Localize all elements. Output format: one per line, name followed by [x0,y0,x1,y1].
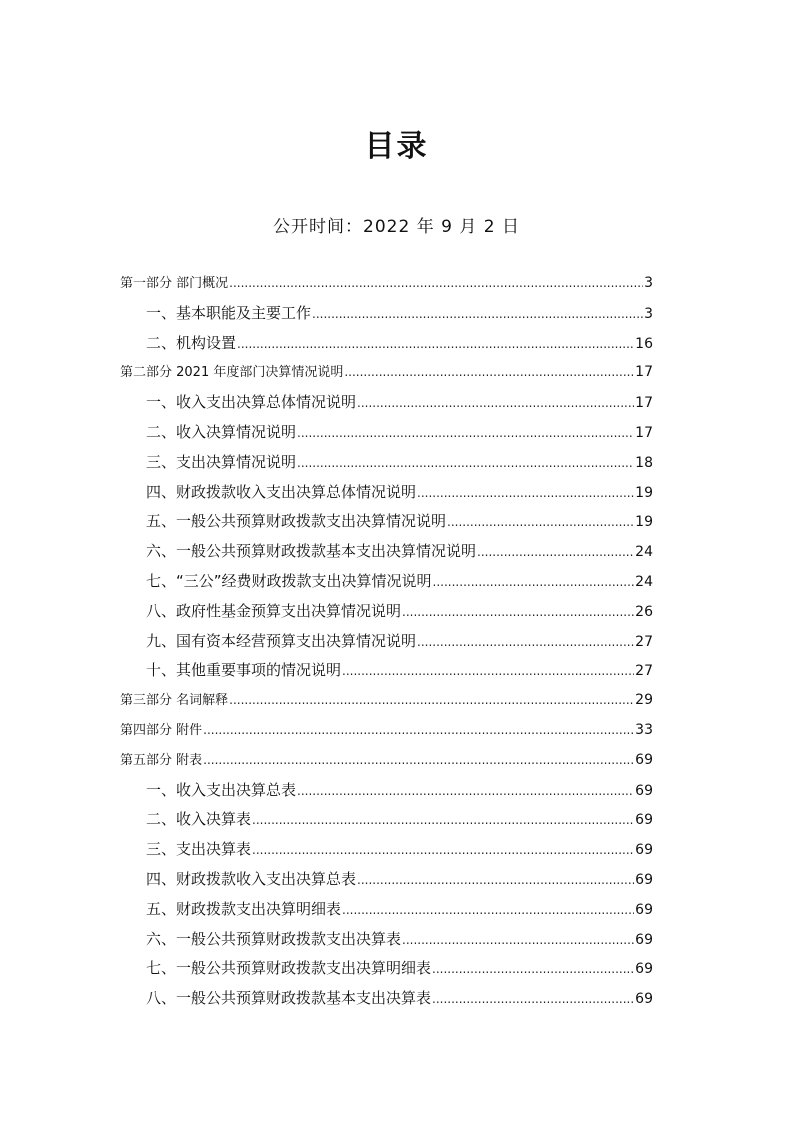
toc-entry-page-number: 69 [635,842,653,859]
toc-entry-label: 一、收入支出决算总体情况说明 [146,393,357,412]
toc-entry-page-number: 17 [635,424,653,441]
toc-dot-leader [229,276,643,290]
toc-entry-label: 五、一般公共预算财政拨款支出决算情况说明 [146,512,447,531]
toc-entry-label: 四、财政拨款收入支出决算总表 [146,869,357,888]
toc-entry-label: 二、收入决算表 [146,810,252,829]
toc-entry[interactable] [120,600,653,630]
toc-entry[interactable] [120,361,653,391]
toc-entry[interactable] [120,808,653,838]
toc-dot-leader [402,605,634,619]
toc-entry-label: 八、一般公共预算财政拨款基本支出决算表 [146,989,432,1008]
toc-entry[interactable] [120,630,653,660]
toc-entry[interactable] [120,540,653,570]
toc-dot-leader [344,365,634,379]
toc-dot-leader [203,753,634,767]
toc-entry-page-number: 69 [635,901,653,918]
toc-entry-page-number: 24 [635,573,653,590]
toc-dot-leader [417,635,634,649]
publish-date: 公开时间：2022 年 9 月 2 日 [273,217,520,237]
toc-entry-page-number: 69 [635,812,653,829]
toc-dot-leader [297,784,634,798]
toc-entry-label: 第五部分 附表 [120,752,203,768]
toc-dot-leader [252,843,634,857]
toc-entry-label: 四、财政拨款收入支出决算总体情况说明 [146,482,417,501]
toc-entry[interactable] [120,898,653,928]
toc-entry[interactable] [120,510,653,540]
toc-dot-leader [297,426,634,440]
toc-dot-leader [447,515,634,529]
toc-dot-leader [229,693,634,707]
toc-dot-leader [357,396,634,410]
toc-entry-page-number: 69 [635,871,653,888]
toc-entry[interactable] [120,451,653,481]
toc-entry[interactable] [120,391,653,421]
toc-entry[interactable] [120,749,653,779]
toc-entry[interactable] [120,838,653,868]
toc-entry-page-number: 69 [635,782,653,799]
toc-entry-page-number: 17 [635,395,653,412]
toc-dot-leader [477,545,634,559]
toc-entry-label: 第一部分 部门概况 [120,276,229,291]
toc-dot-leader [432,992,634,1006]
toc-dot-leader [342,664,634,678]
toc-dot-leader [297,456,634,470]
toc-entry-page-number: 3 [644,275,653,291]
toc-entry-page-number: 24 [635,544,653,561]
toc-entry[interactable] [120,659,653,689]
toc-entry-label: 九、国有资本经营预算支出决算情况说明 [146,631,417,650]
toc-entry-page-number: 29 [635,692,653,709]
toc-entry-page-number: 27 [635,633,653,650]
toc-entry-page-number: 19 [635,514,653,531]
toc-entry[interactable] [120,957,653,987]
toc-entry-label: 三、支出决算表 [146,840,252,859]
toc-dot-leader [342,903,634,917]
toc-entry[interactable] [120,868,653,898]
toc-entry-label: 六、一般公共预算财政拨款基本支出决算情况说明 [146,542,477,561]
toc-dot-leader [357,873,634,887]
toc-dot-leader [312,307,643,321]
toc-entry[interactable] [120,302,653,332]
toc-entry-label: 第三部分 名词解释 [120,693,229,709]
toc-entry-page-number: 18 [635,454,653,471]
toc-entry-label: 二、收入决算情况说明 [146,422,297,441]
toc-dot-leader [432,962,634,976]
toc-entry-page-number: 26 [635,603,653,620]
toc-entry-label: 六、一般公共预算财政拨款支出决算表 [146,929,402,948]
toc-entry[interactable] [120,272,653,302]
toc-entry-label: 八、政府性基金预算支出决算情况说明 [146,601,402,620]
toc-entry[interactable] [120,719,653,749]
toc-dot-leader [433,575,635,589]
toc-entry-page-number: 69 [635,991,653,1008]
toc-entry-label: 七、一般公共预算财政拨款支出决算明细表 [146,959,432,978]
toc-dot-leader [417,486,634,500]
toc-entry-label: 一、收入支出决算总表 [146,780,297,799]
toc-entry-page-number: 33 [635,721,653,738]
toc-dot-leader [252,813,634,827]
toc-entry-label: 一、基本职能及主要工作 [146,303,312,322]
page-title: 目录 [364,129,429,165]
toc-entry[interactable] [120,689,653,719]
toc-dot-leader [203,723,634,737]
toc-entry-label: 三、支出决算情况说明 [146,452,297,471]
toc-dot-leader [237,337,634,351]
toc-entry-page-number: 69 [635,931,653,948]
toc-entry-label: 七、“三公”经费财政拨款支出决算情况说明 [146,571,432,590]
toc-entry-page-number: 69 [635,961,653,978]
toc-entry[interactable] [120,481,653,511]
toc-entry-page-number: 3 [644,305,653,322]
toc-entry-page-number: 27 [635,663,653,680]
toc-entry-page-number: 17 [635,364,653,381]
table-of-contents [120,272,653,1017]
toc-entry-page-number: 19 [635,484,653,501]
toc-entry-label: 第二部分 2021 年度部门决算情况说明 [120,365,344,381]
toc-entry-label: 第四部分 附件 [120,722,203,738]
toc-entry[interactable] [120,928,653,958]
toc-entry[interactable] [120,421,653,451]
toc-entry-label: 十、其他重要事项的情况说明 [146,661,342,680]
toc-dot-leader [402,933,634,947]
toc-entry[interactable] [120,332,653,362]
toc-entry-page-number: 69 [635,751,653,768]
toc-entry[interactable] [120,987,653,1017]
toc-entry[interactable] [120,570,653,600]
toc-entry-page-number: 16 [635,335,653,352]
toc-entry[interactable] [120,779,653,809]
toc-entry-label: 二、机构设置 [146,333,237,352]
toc-entry-label: 五、财政拨款支出决算明细表 [146,899,342,918]
